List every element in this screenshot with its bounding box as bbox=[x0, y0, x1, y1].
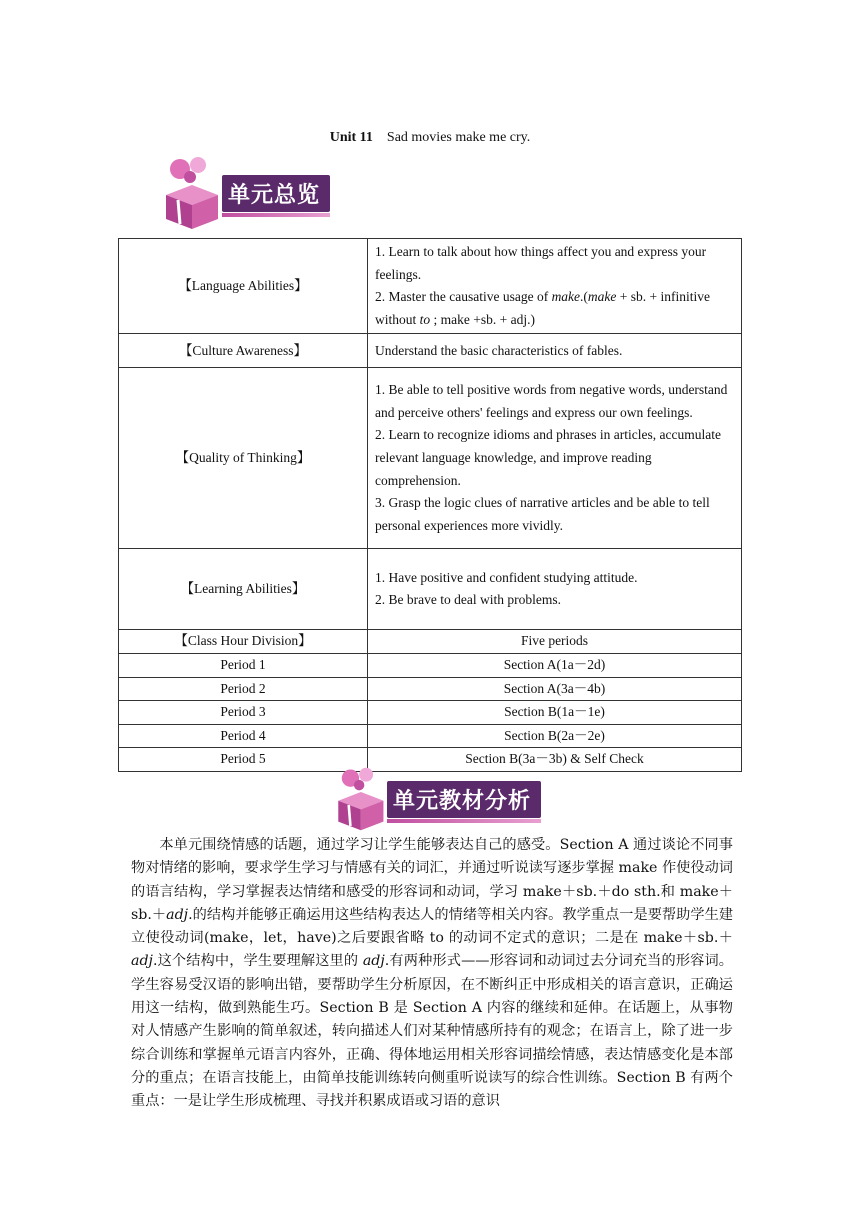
table-row bbox=[119, 549, 742, 630]
thinking-item-2: 2. Learn to recognize idioms and phrases in articles, accumulate relevant language knowledge, and improve reading comprehension. bbox=[375, 427, 721, 488]
learning-item-1: 1. Have positive and confident studying attitude. bbox=[375, 569, 638, 585]
period-label: Period 4 bbox=[119, 724, 368, 748]
quality-of-thinking-label: 【Quality of Thinking】 bbox=[119, 368, 368, 549]
overview-banner-text: 单元总览 bbox=[222, 175, 330, 212]
unit-number: Unit 11 bbox=[329, 130, 373, 145]
period-label: Period 2 bbox=[119, 677, 368, 701]
period-section: Section B(2a－2e) bbox=[368, 724, 742, 748]
period-section: Section A(3a－4b) bbox=[368, 677, 742, 701]
overview-banner bbox=[160, 155, 330, 231]
period-section: Section A(1a－2d) bbox=[368, 653, 742, 677]
gift-box-icon bbox=[333, 766, 387, 832]
culture-awareness-content: Understand the basic characteristics of fables. bbox=[368, 334, 742, 368]
page-title bbox=[0, 130, 860, 146]
thinking-item-1: 1. Be able to tell positive words from negative words, understand and perceive others' feelings and express our own feelings. bbox=[375, 382, 728, 420]
analysis-banner bbox=[333, 766, 541, 832]
unit-overview-table bbox=[118, 238, 742, 772]
period-label: Period 3 bbox=[119, 701, 368, 725]
table-row bbox=[119, 334, 742, 368]
thinking-item-3: 3. Grasp the logic clues of narrative articles and be able to tell personal experiences more vividly. bbox=[375, 495, 710, 533]
unit-title: Sad movies make me cry. bbox=[386, 130, 531, 145]
analysis-paragraph bbox=[131, 834, 733, 1114]
learning-abilities-label: 【Learning Abilities】 bbox=[119, 549, 368, 630]
table-row bbox=[119, 701, 742, 725]
culture-awareness-label: 【Culture Awareness】 bbox=[119, 334, 368, 368]
language-item-2: 2. Master the causative usage of make.(make + sb. + infinitive without to ; make +sb. + adj.) bbox=[375, 289, 711, 327]
class-hour-value: Five periods bbox=[368, 630, 742, 654]
language-item-1: 1. Learn to talk about how things affect you and express your feelings. bbox=[375, 244, 707, 282]
analysis-banner-text: 单元教材分析 bbox=[387, 781, 541, 818]
period-section: Section B(3a－3b) & Self Check bbox=[368, 748, 742, 772]
table-row bbox=[119, 239, 742, 334]
table-row bbox=[119, 653, 742, 677]
table-row bbox=[119, 724, 742, 748]
table-row bbox=[119, 677, 742, 701]
period-label: Period 1 bbox=[119, 653, 368, 677]
period-section: Section B(1a－1e) bbox=[368, 701, 742, 725]
table-row bbox=[119, 630, 742, 654]
analysis-text: 本单元围绕情感的话题，通过学习让学生能够表达自己的感受。Section A 通过谈论不同事物对情绪的影响，要求学生学习与情感有关的词汇，并通过听说读写逐步掌握 make 作使役动词的语言结构，学习掌握表达情绪和感受的形容词和动词，学习 make＋sb.＋do sth.和 make＋sb.＋adj.的结构并能够正确运用这些结构表达人的情绪等相关内容。教学重点一是要帮助学生建立使役动词(make，let，have)之后要跟省略 to 的动词不定式的意识；二是在 make＋sb.＋adj.这个结构中，学生要理解这里的 adj.有两种形式——形容词和动词过去分词充当的形容词。学生容易受汉语的影响出错，要帮助学生分析原因，在不断纠正中形成相关的语言意识，正确运用这一结构，做到熟能生巧。Section B 是 Section A 内容的继续和延伸。在话题上，从事物对人情感产生影响的简单叙述，转向描述人们对某种情感所持有的观念；在语言上，除了进一步综合训练和掌握单元语言内容外，正确、得体地运用相关形容词描绘情感，表达情感变化是本部分的重点；在语言技能上，由简单技能训练转向侧重听说读写的综合性训练。Section B 有两个重点：一是让学生形成梳理、寻找并积累成语或习语的意识 bbox=[131, 837, 734, 1110]
language-abilities-content bbox=[368, 239, 742, 334]
class-hour-label: 【Class Hour Division】 bbox=[119, 630, 368, 654]
table-row bbox=[119, 368, 742, 549]
gift-box-icon bbox=[160, 155, 222, 231]
period-label: Period 5 bbox=[119, 748, 368, 772]
learning-item-2: 2. Be brave to deal with problems. bbox=[375, 592, 561, 608]
quality-of-thinking-content bbox=[368, 368, 742, 549]
language-abilities-label: 【Language Abilities】 bbox=[119, 239, 368, 334]
learning-abilities-content bbox=[368, 549, 742, 630]
